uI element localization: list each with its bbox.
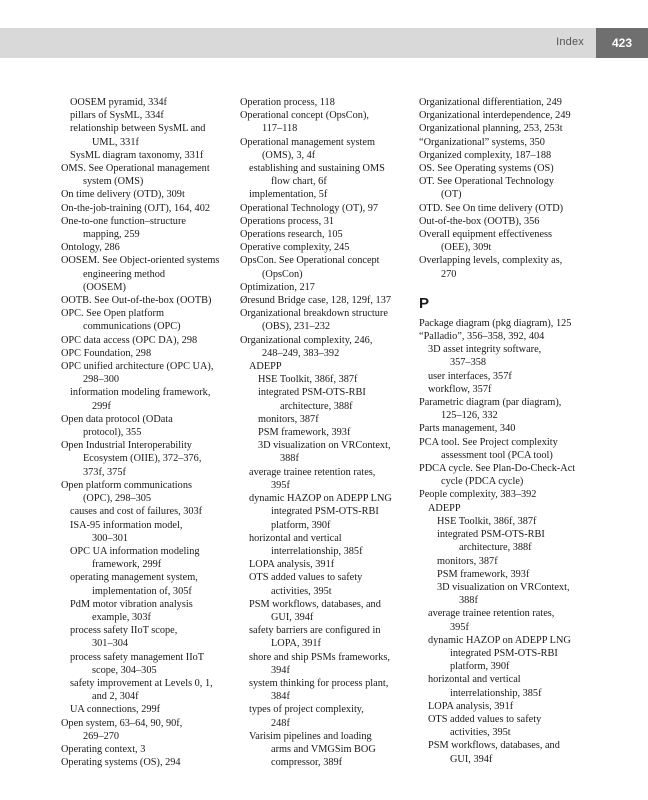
index-entry-text: Open data protocol (OData (61, 413, 173, 425)
index-entry (240, 281, 414, 294)
index-entry-continuation: and 2, 304f (92, 691, 139, 703)
index-entry (419, 228, 593, 254)
index-entry-text: OS. See Operating systems (OS) (419, 163, 554, 175)
index-entry (419, 396, 593, 422)
index-subentry (240, 492, 414, 532)
index-entry-text: One-to-one function–structure (61, 215, 186, 227)
index-entry-text: process safety management IIoT (70, 651, 205, 663)
index-subentry (240, 466, 414, 492)
index-entry-text: establishing and sustaining OMS (249, 163, 385, 175)
index-entry-continuation: implementation of, 305f (92, 585, 192, 597)
index-entry (240, 202, 414, 215)
index-entry (61, 756, 235, 769)
index-entry-text: OTD. See On time delivery (OTD) (419, 202, 564, 214)
index-entry-text: 3D asset integrity software, (428, 344, 542, 356)
index-entry-text: Operative complexity, 245 (240, 242, 350, 254)
index-entry (419, 488, 593, 501)
index-subentry (61, 149, 235, 162)
index-entry-continuation: cycle (PDCA cycle) (441, 476, 524, 488)
index-entry-text: “Palladio”, 356–358, 392, 404 (419, 331, 545, 343)
index-entry (61, 334, 235, 347)
index-entry-text: Overlapping levels, complexity as, (419, 255, 563, 267)
index-entry-continuation: architecture, 388f (280, 400, 353, 412)
index-entry-text: operating management system, (70, 572, 198, 584)
index-entry-continuation: 301–304 (92, 638, 129, 650)
index-entry-text: Øresund Bridge case, 128, 129f, 137 (240, 295, 391, 307)
index-entry-continuation: activities, 395t (271, 585, 332, 597)
index-entry-text: OTS added values to safety (249, 572, 363, 584)
index-subentry (419, 713, 593, 739)
index-entry-text: 3D visualization on VRContext, (258, 440, 391, 452)
index-entry (419, 149, 593, 162)
index-entry-text: SysML diagram taxonomy, 331f (70, 149, 204, 161)
index-subentry (419, 673, 593, 699)
index-entry-continuation: system (OMS) (83, 176, 144, 188)
index-entry-continuation: architecture, 388f (459, 542, 532, 554)
index-entry-text: OPC data access (OPC DA), 298 (61, 334, 198, 346)
index-entry (419, 330, 593, 343)
index-entry-continuation: 270 (441, 268, 457, 280)
index-entry (61, 413, 235, 439)
index-entry-text: dynamic HAZOP on ADEPP LNG (428, 634, 571, 646)
index-entry (240, 307, 414, 333)
index-entry-text: Out-of-the-box (OOTB), 356 (419, 215, 540, 227)
index-entry-text: PSM framework, 393f (258, 427, 351, 439)
index-subentry (61, 571, 235, 597)
index-entry-continuation: interrelationship, 385f (271, 545, 363, 557)
index-entry-text: OT. See Operational Technology (419, 176, 555, 188)
index-entry-continuation: 248f (271, 717, 290, 729)
index-entry-continuation: 125–126, 332 (441, 410, 498, 422)
index-subentry (240, 558, 414, 571)
index-entry-text: integrated PSM-OTS-RBI (437, 529, 545, 541)
index-entry-continuation: engineering method (83, 268, 166, 280)
index-subentry (240, 624, 414, 650)
index-entry-text: implementation, 5f (249, 189, 328, 201)
index-subentry (240, 598, 414, 624)
index-entry-text: types of project complexity, (249, 704, 364, 716)
index-entry-text: OpsCon. See Operational concept (240, 255, 380, 267)
index-subentry (61, 386, 235, 412)
index-entry-text: Open system, 63–64, 90, 90f, (61, 717, 183, 729)
index-entry (61, 360, 235, 386)
index-column-right (419, 96, 593, 766)
index-entry-continuation: (OpsCon) (262, 268, 303, 280)
index-entry-continuation: 299f (92, 400, 111, 412)
index-entry-text: information modeling framework, (70, 387, 211, 399)
index-entry (419, 422, 593, 435)
index-subentry (240, 677, 414, 703)
index-entry-text: Operations process, 31 (240, 215, 335, 227)
index-entry (61, 241, 235, 254)
index-entry-continuation: (OMS), 3, 4f (262, 149, 316, 161)
index-subentry (240, 426, 414, 439)
index-entry-continuation: compressor, 389f (271, 757, 343, 769)
index-entry (419, 162, 593, 175)
index-subentry (240, 386, 414, 412)
index-entry (419, 202, 593, 215)
index-entry-text: People complexity, 383–392 (419, 489, 537, 501)
index-entry-continuation: GUI, 394f (271, 611, 314, 623)
index-entry (61, 188, 235, 201)
index-entry-continuation: integrated PSM-OTS-RBI (450, 647, 558, 659)
index-entry-continuation: 395f (450, 621, 469, 633)
index-subentry (240, 373, 414, 386)
index-entry (419, 317, 593, 330)
index-entry (240, 294, 414, 307)
index-entry-continuation: (OPC), 298–305 (83, 493, 152, 505)
index-entry-continuation: 300–301 (92, 532, 129, 544)
index-subentry (240, 439, 414, 465)
index-subentry (419, 502, 593, 515)
index-entry-text: Parts management, 340 (419, 423, 516, 435)
index-entry-text: Operating context, 3 (61, 743, 146, 755)
index-entry-continuation: platform, 390f (450, 661, 510, 673)
index-subentry (419, 581, 593, 607)
index-entry-text: pillars of SysML, 334f (70, 110, 164, 122)
index-subentry (419, 515, 593, 528)
index-subentry (240, 162, 414, 188)
index-subentry (240, 532, 414, 558)
index-entry (419, 254, 593, 280)
index-entry-continuation: platform, 390f (271, 519, 331, 531)
index-entry (419, 462, 593, 488)
index-entry-text: average trainee retention rates, (428, 608, 555, 620)
index-subentry (419, 383, 593, 396)
index-entry-continuation: (OBS), 231–232 (262, 321, 331, 333)
index-entry-text: Organizational interdependence, 249 (419, 110, 571, 122)
index-entry (61, 215, 235, 241)
index-entry-text: HSE Toolkit, 386f, 387f (258, 374, 358, 386)
index-entry-continuation: 117–118 (262, 123, 298, 135)
index-subentry (240, 651, 414, 677)
index-entry-text: safety improvement at Levels 0, 1, (70, 677, 213, 689)
index-entry-text: PSM workflows, databases, and (428, 740, 560, 752)
index-entry-text: Ontology, 286 (61, 242, 120, 254)
index-section-o-continued (419, 96, 593, 281)
index-subentry (61, 519, 235, 545)
running-header-title: Index (556, 36, 584, 48)
index-entry-text: horizontal and vertical (249, 532, 342, 544)
index-subentry (61, 545, 235, 571)
index-entry-text: UA connections, 299f (70, 704, 161, 716)
index-entry-continuation: (OOSEM) (83, 281, 126, 293)
index-entry-text: causes and cost of failures, 303f (70, 506, 203, 518)
index-column-left (61, 96, 235, 769)
index-subentry (419, 343, 593, 369)
index-entry-continuation: 395f (271, 479, 290, 491)
index-subentry (61, 122, 235, 148)
index-entry-text: HSE Toolkit, 386f, 387f (437, 515, 537, 527)
index-entry (419, 436, 593, 462)
index-entry-continuation: communications (OPC) (83, 321, 181, 333)
index-entry-text: user interfaces, 357f (428, 370, 512, 382)
index-entry-text: Operation process, 118 (240, 97, 335, 108)
index-entry-text: average trainee retention rates, (249, 466, 376, 478)
index-entry (240, 96, 414, 109)
index-entry (61, 254, 235, 294)
index-subentry (419, 739, 593, 765)
index-entry-text: OMS. See Operational management (61, 163, 210, 175)
index-entry-text: monitors, 387f (437, 555, 498, 567)
index-entry (240, 254, 414, 280)
index-entry-text: Optimization, 217 (240, 281, 315, 293)
index-entry-text: LOPA analysis, 391f (249, 559, 335, 571)
index-entry-continuation: (OEE), 309t (441, 242, 492, 254)
running-header-band (0, 28, 648, 58)
index-entry (61, 717, 235, 743)
index-entry-text: Varisim pipelines and loading (249, 730, 372, 742)
index-subentry (240, 730, 414, 770)
index-entry (61, 439, 235, 479)
index-entry-continuation: LOPA, 391f (271, 638, 321, 650)
index-entry-text: ISA-95 information model, (70, 519, 183, 531)
index-entry-text: process safety IIoT scope, (70, 625, 178, 637)
index-section-p (419, 317, 593, 766)
index-subentry (419, 555, 593, 568)
index-entry-text: Operating systems (OS), 294 (61, 757, 181, 769)
index-entry-continuation: arms and VMGSim BOG (271, 743, 376, 755)
index-entry-continuation: example, 303f (92, 611, 151, 623)
index-entry (240, 228, 414, 241)
index-subentry (61, 109, 235, 122)
index-entry-text: On-the-job-training (OJT), 164, 402 (61, 202, 210, 214)
index-entry-text: 3D visualization on VRContext, (437, 581, 570, 593)
index-entry-text: Overall equipment effectiveness (419, 229, 553, 241)
index-entry (61, 479, 235, 505)
index-entry-text: Operational Technology (OT), 97 (240, 202, 379, 214)
index-entry (419, 215, 593, 228)
index-entry-text: monitors, 387f (258, 413, 319, 425)
index-entry-text: Open Industrial Interoperability (61, 440, 192, 452)
index-entry-text: OPC. See Open platform (61, 308, 164, 320)
index-entry (240, 334, 414, 360)
index-entry-continuation: scope, 304–305 (92, 664, 157, 676)
index-subentry (240, 571, 414, 597)
index-entry-text: PCA tool. See Project complexity (419, 436, 558, 448)
index-entry-text: PdM motor vibration analysis (70, 598, 193, 610)
index-subentry (240, 188, 414, 201)
index-subentry (240, 360, 414, 373)
index-subentry (419, 607, 593, 633)
index-entry-text: Organizational complexity, 246, (240, 334, 373, 346)
index-subentry (419, 370, 593, 383)
index-entry-text: ADEPP (428, 502, 461, 514)
index-entry-continuation: UML, 331f (92, 136, 139, 148)
index-entry-continuation: 357–358 (450, 357, 487, 369)
index-entry-text: LOPA analysis, 391f (428, 700, 514, 712)
index-column-middle (240, 96, 414, 769)
index-entry (419, 109, 593, 122)
index-entry-text: OPC unified architecture (OPC UA), (61, 361, 214, 373)
index-entry-text: Organizational differentiation, 249 (419, 97, 562, 108)
index-subentry (61, 624, 235, 650)
index-entry-text: OTS added values to safety (428, 713, 542, 725)
index-entry (419, 175, 593, 201)
index-entry-text: relationship between SysML and (70, 123, 206, 135)
index-entry-text: workflow, 357f (428, 383, 492, 395)
index-entry-text: Open platform communications (61, 479, 192, 491)
index-entry-text: OOTB. See Out-of-the-box (OOTB) (61, 295, 212, 307)
index-entry-text: Package diagram (pkg diagram), 125 (419, 317, 572, 329)
index-subentry (61, 505, 235, 518)
index-subentry (61, 96, 235, 109)
index-entry-continuation: 384f (271, 691, 290, 703)
index-entry-continuation: GUI, 394f (450, 753, 493, 765)
index-entry-continuation: Ecosystem (OIIE), 372–376, (83, 453, 202, 465)
index-entry-text: On time delivery (OTD), 309t (61, 189, 185, 201)
index-entry-continuation: 373f, 375f (83, 466, 126, 478)
index-entry-continuation: (OT) (441, 189, 462, 201)
index-subentry (61, 703, 235, 716)
index-entry-text: Organizational breakdown structure (240, 308, 388, 320)
index-subentry (419, 528, 593, 554)
index-entry (240, 109, 414, 135)
index-entry-text: ADEPP (249, 361, 282, 373)
index-entry-text: horizontal and vertical (428, 674, 521, 686)
index-entry (61, 162, 235, 188)
index-entry-text: shore and ship PSMs frameworks, (249, 651, 390, 663)
index-entry-text: PSM workflows, databases, and (249, 598, 381, 610)
index-subentry (419, 700, 593, 713)
index-subentry (419, 568, 593, 581)
index-entry-text: dynamic HAZOP on ADEPP LNG (249, 493, 392, 505)
index-subentry (419, 634, 593, 674)
index-entry-text: Parametric diagram (par diagram), (419, 397, 562, 409)
index-entry (240, 241, 414, 254)
index-entry-text: Operational management system (240, 136, 375, 148)
index-entry-continuation: 248–249, 383–392 (262, 347, 340, 359)
index-entry-text: system thinking for process plant, (249, 677, 389, 689)
index-entry-continuation: activities, 395t (450, 727, 511, 739)
index-entry-continuation: framework, 299f (92, 559, 162, 571)
index-entry (61, 347, 235, 360)
index-entry (419, 96, 593, 109)
index-entry (61, 202, 235, 215)
index-entry (240, 215, 414, 228)
index-subentry (61, 598, 235, 624)
index-entry-continuation: interrelationship, 385f (450, 687, 542, 699)
index-subentry (240, 703, 414, 729)
index-entry (240, 136, 414, 162)
index-entry-text: Operations research, 105 (240, 229, 343, 241)
index-entry (61, 294, 235, 307)
index-entry-continuation: flow chart, 6f (271, 176, 327, 188)
index-subentry (61, 651, 235, 677)
index-subentry (240, 413, 414, 426)
index-entry-continuation: integrated PSM-OTS-RBI (271, 506, 379, 518)
page-number: 423 (596, 28, 648, 58)
index-entry-text: “Organizational” systems, 350 (419, 136, 545, 148)
index-entry-text: OOSEM pyramid, 334f (70, 97, 167, 108)
index-entry-text: Operational concept (OpsCon), (240, 110, 369, 122)
index-entry-text: PSM framework, 393f (437, 568, 530, 580)
index-entry-text: Organized complexity, 187–188 (419, 149, 552, 161)
index-entry-continuation: assessment tool (PCA tool) (441, 449, 553, 461)
index-entry (61, 743, 235, 756)
index-entry-continuation: 388f (459, 595, 478, 607)
index-entry-text: OOSEM. See Object-oriented systems (61, 255, 220, 267)
index-entry (419, 136, 593, 149)
index-entry-continuation: 298–300 (83, 374, 120, 386)
index-subentry (61, 677, 235, 703)
index-entry (419, 122, 593, 135)
index-entry-continuation: mapping, 259 (83, 229, 140, 241)
index-entry-continuation: 394f (271, 664, 290, 676)
index-entry-text: safety barriers are configured in (249, 625, 381, 637)
index-entry-text: OPC Foundation, 298 (61, 347, 152, 359)
index-entry-text: integrated PSM-OTS-RBI (258, 387, 366, 399)
index-entry-continuation: protocol), 355 (83, 427, 142, 439)
index-entry-text: OPC UA information modeling (70, 545, 200, 557)
index-entry-continuation: 388f (280, 453, 299, 465)
section-letter-heading: P (419, 294, 430, 312)
index-entry-continuation: 269–270 (83, 730, 120, 742)
index-entry (61, 307, 235, 333)
index-entry-text: Organizational planning, 253, 253t (419, 123, 563, 135)
index-entry-text: PDCA cycle. See Plan-Do-Check-Act (419, 463, 576, 475)
